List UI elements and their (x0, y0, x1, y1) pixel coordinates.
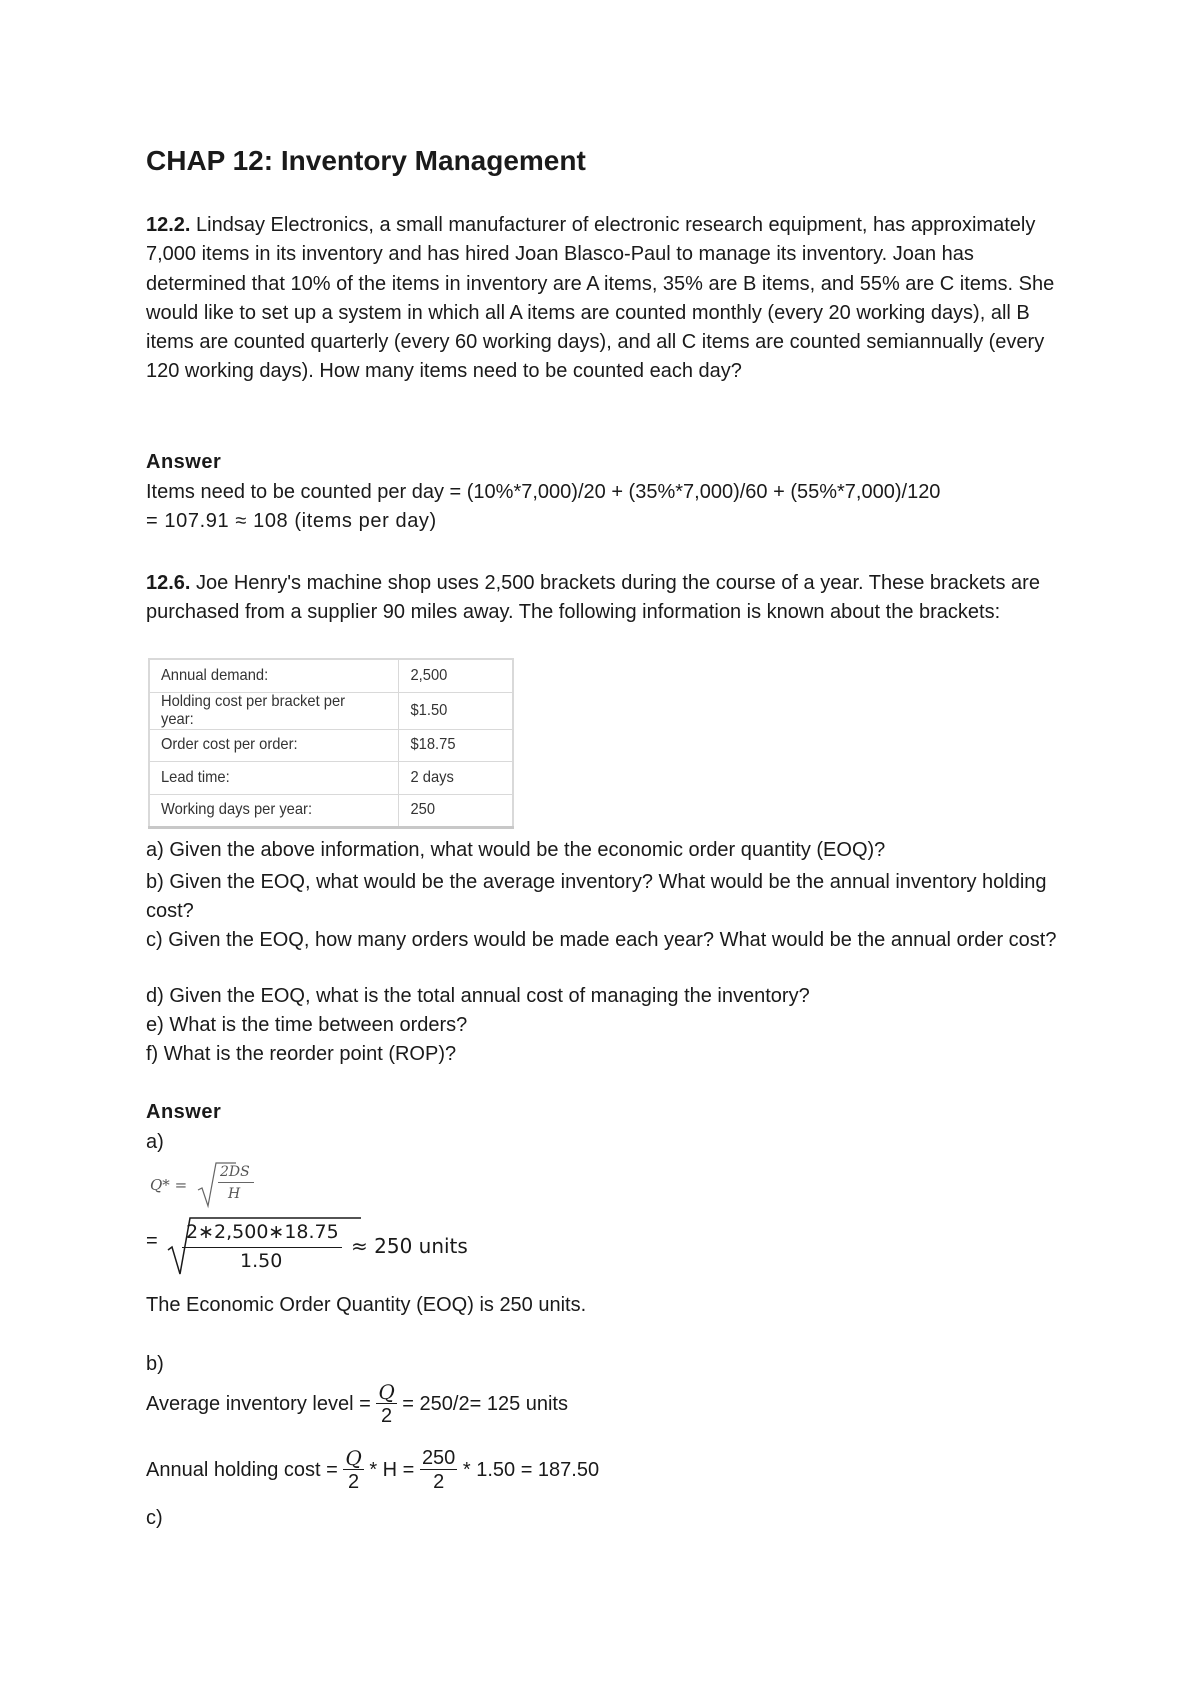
eoq-formula (150, 1160, 270, 1210)
fraction (343, 1448, 363, 1492)
table-row (149, 659, 513, 692)
hold-suffix: * 1.50 = 187.50 (462, 1458, 600, 1481)
part-b-label: b) (146, 1353, 164, 1375)
table-row (149, 729, 513, 762)
question-e: e) What is the time between orders? (146, 1014, 468, 1036)
table-cell-label: Order cost per order: (149, 729, 379, 762)
question-b: b) Given the EOQ, what would be the average inventory? What would be the annual inventory holding cost? (146, 871, 1047, 923)
holding-cost-line (146, 1445, 599, 1495)
calc-result: ≈ 250 units (351, 1234, 468, 1258)
calc-numerator: 2∗2,500∗18.75 (186, 1221, 339, 1243)
fraction-denominator: 2 (380, 1405, 393, 1427)
answer-result: = 107.91 ≈ 108 (items per day) (146, 510, 437, 532)
question-a: a) Given the above information, what would be the economic order quantity (EOQ)? (146, 839, 886, 861)
question-d: d) Given the EOQ, what is the total annual cost of managing the inventory? (146, 985, 810, 1007)
problem-number: 12.6. (146, 572, 191, 594)
formula-lhs: Q* = (150, 1176, 188, 1194)
table-cell-value: 2 days (399, 762, 504, 795)
average-inventory-line (146, 1379, 568, 1429)
problem-12-2 (146, 211, 1066, 387)
bracket-info-table (148, 658, 514, 829)
fraction-numerator: Q (345, 1446, 362, 1470)
table-row (149, 794, 513, 828)
eoq-calculation (146, 1212, 546, 1276)
table-cell-value: 2,500 (399, 659, 504, 692)
answer-label: Answer (146, 1101, 222, 1123)
avg-suffix: = 250/2= 125 units (402, 1392, 568, 1415)
problem-number: 12.2. (146, 214, 191, 236)
question-c: c) Given the EOQ, how many orders would be made each year? What would be the annual order cost? (146, 929, 1057, 951)
fraction-denominator: 2 (348, 1471, 360, 1493)
formula-numerator: 2DS (220, 1164, 250, 1180)
problem-12-6 (146, 569, 1066, 628)
answer-line: Items need to be counted per day = (10%*7,000)/20 + (35%*7,000)/60 + (55%*7,000)/120 (146, 481, 941, 503)
table-cell-value: 250 (399, 794, 504, 828)
table-row (149, 692, 513, 729)
eoq-conclusion: The Economic Order Quantity (EOQ) is 250 units. (146, 1294, 587, 1316)
problem-text: Joe Henry's machine shop uses 2,500 brackets during the course of a year. These brackets are purchased from a supplier 90 miles away. The following information is known about the brackets: (146, 572, 1040, 624)
part-c-label: c) (146, 1507, 163, 1529)
table-cell-value: $18.75 (399, 729, 504, 762)
part-a-label: a) (146, 1131, 164, 1153)
formula-denominator: H (228, 1186, 241, 1202)
table-cell-label: Annual demand: (149, 659, 379, 692)
table-cell-label: Working days per year: (149, 794, 379, 828)
problem-text: Lindsay Electronics, a small manufacturer of electronic research equipment, has approximately 7,000 items in its inventory and has hired Joan Blasco-Paul to manage its inventory. Joan has determined that 10% of the items in inventory are A items, 35% are B items, and 55% are C items. She would like to set up a system in which all A items are counted monthly (every 20 working days), all B items are counted quarterly (every 60 working days), and all C items are counted semiannually (every 120 working days). How many items need to be counted each day? (146, 214, 1055, 383)
table-cell-value: $1.50 (399, 692, 504, 729)
fraction-numerator: Q (378, 1380, 395, 1404)
question-f: f) What is the reorder point (ROP)? (146, 1043, 457, 1065)
table-cell-label: Holding cost per bracket per year: (149, 692, 379, 729)
fraction (420, 1448, 457, 1492)
table-row (149, 762, 513, 795)
page-title: CHAP 12: Inventory Management (146, 145, 586, 176)
fraction (376, 1382, 396, 1426)
avg-prefix: Average inventory level = (146, 1392, 371, 1415)
calc-denominator: 1.50 (240, 1250, 283, 1272)
table-cell-label: Lead time: (149, 762, 379, 795)
fraction-denominator: 2 (433, 1471, 445, 1493)
equals-sign: = (146, 1230, 158, 1252)
hold-mid: * H = (369, 1458, 415, 1481)
fraction-numerator: 250 (421, 1447, 456, 1469)
answer-label: Answer (146, 451, 222, 473)
hold-prefix: Annual holding cost = (146, 1458, 338, 1481)
